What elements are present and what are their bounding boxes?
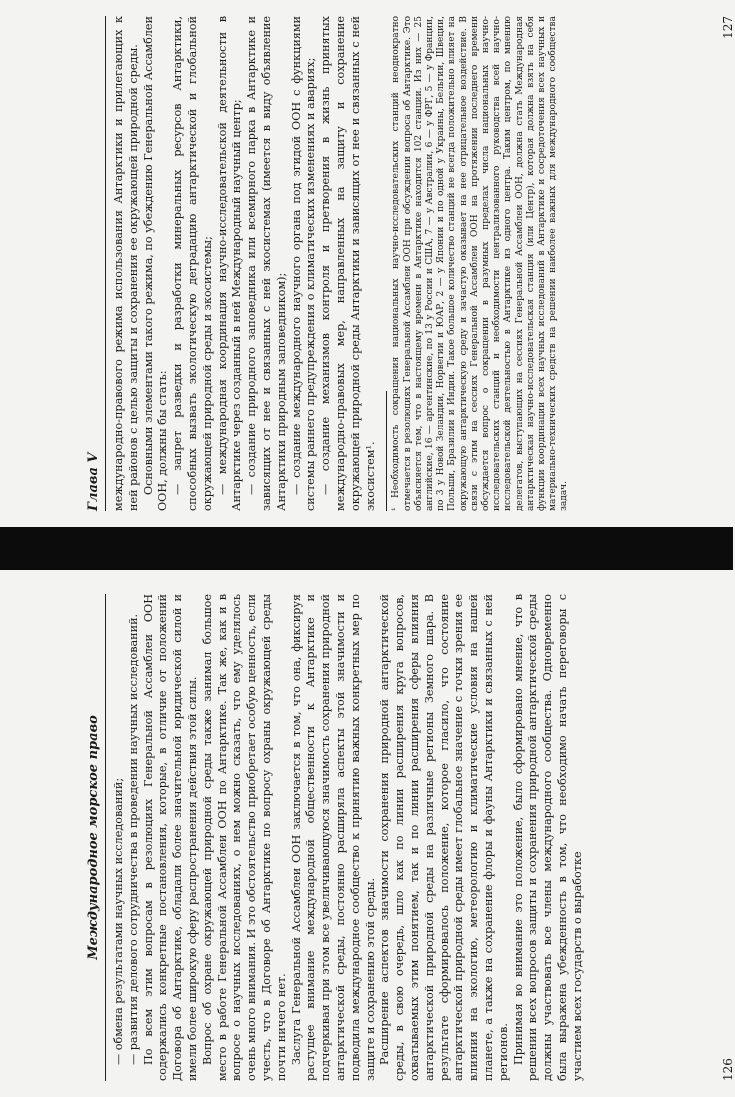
paragraph: Основными элементами такого режима, по убеждению Генеральной Ассамблеи ООН, должны бы стать:: [141, 16, 170, 511]
paragraph: Заслуга Генеральной Ассамблеи ООН заключается в том, что она, фиксируя растущее внимание международной общественности к Антарктике и подчеркивая при этом все увеличивающуюся значимость сохранения природной антарктической среды, постоянно расширяла аспекты этой значимости и подводила международное сообщество к принятию важных конкретных мер по защите и сохранению этой среды.: [289, 594, 377, 1081]
paragraph: Расширение аспектов значимости сохранения природной антарктической среды, в свою очередь, шло как по линии расширения круга вопросов, охватываемых этим понятием, так и по линии расширения сферы влияния антарктической природной среды на различные регионы Земного шара. В результате сформировалось положение, которое гласило, что состояние антарктической природной среды имеет глобальное значение с точки зрения ее влияния на экологию, метеорологию и климатические условия на нашей планете, а также на сохранение флоры и фауны Антарктики и связанных с ней регионов.: [378, 594, 510, 1081]
page-126: [70, 578, 733, 1097]
running-header: Международное морское право: [80, 594, 106, 1081]
paragraph: — создание механизмов контроля и претворения в жизнь принятых международно-правовых мер, направленных на защиту и сохранение окружающей природной среды Антарктики и зависящих от нее и связанных с ней экосистем¹.: [319, 16, 377, 511]
paragraph: Вопрос об охране окружающей природной среды также занимал большое место в работе Генеральной Ассамблеи ООН по Антарктике. Так же, как и в вопросе о научных исследованиях, о нем можно сказать, что ему уделялось очень много внимания. И это обстоятельство приобретает особую ценность, если учесть, что в Договоре об Антарктике по вопросу охраны окружающей среды почти ничего нет.: [200, 594, 288, 1081]
paragraph: — международная координация научно-исследовательской деятельности в Антарктике через созданный в ней Международный научный центр;: [215, 16, 244, 511]
page-number: 126: [721, 1058, 735, 1081]
paragraph: По всем этим вопросам в резолюциях Генеральной Ассамблеи ООН содержались конкретные постановления, которые, в отличие от положений Договора об Антарктике, обладали более значительной юридической силой и имели более широкую сферу распространения действия этой силы.: [141, 594, 199, 1081]
page-127: [70, 0, 733, 527]
paragraph: Принимая во внимание это положение, было сформировано мнение, что в решении всех вопросов защиты и сохранения природной антарктической среды должны участвовать все члены международного сообщества. Одновременно была выражена убежденность в том, что необходимо начать переговоры с участием всех государств о выработке: [511, 594, 584, 1081]
paragraph: — обмена результатами научных исследований;: [112, 777, 125, 1065]
paragraph: международно-правового режима использования Антарктики и прилегающих к ней районов с целью защиты и сохранения ее окружающей природной среды.: [112, 16, 140, 511]
paragraph: — развития делового сотрудничества в проведении научных исследований.: [126, 613, 140, 1065]
chapter-header: Глава V: [80, 16, 106, 511]
footnote-divider: [386, 391, 387, 511]
paragraph: — запрет разведки и разработки минеральных ресурсов Антарктики, способных вызвать экологическую деградацию антарктической и глобальной окружающей природной среды и экосистемы;: [171, 16, 214, 511]
book-spine-shadow: [0, 527, 733, 570]
page-number: 127: [721, 16, 735, 39]
paragraph: — создание природного заповедника или всемирного парка в Антарктике и зависящих от нее и связанных с ней экосистемах (имеется в виду объявление Антарктики природным заповедником);: [245, 16, 288, 511]
paragraph: — создание международного научного органа под эгидой ООН с функциями системы раннего предупреждения о климатических изменениях и авариях;: [289, 16, 318, 511]
footnote: ¹ Необходимость сокращения национальных научно-исследовательских станций неоднократно отмечается в резолюциях Генеральной Ассамблеи ООН при обсуждении вопроса об Антарктике. Это объясняется тем, что в настоящему времени в Антарктике находится 102 станции. Из них — 25 английские, 16 — аргентинские, по 13 у России и США, 7 — у Австралии, 6 — у ФРГ, 5 — у Франции, по 3 у Новой Зеландии, Норвегии и ЮАР, 2 — у Японии и по одной у Украины, Бельгии, Швеции, Польши, Бразилии и Индии. Такое большое количество станций не всегда положительно влияет на окружающую антарктическую среду и зачастую оказывает на нее отрицательное воздействие. В связи с этим на сессиях Генеральной Ассамблеи ООН на протяжении последнего времени обсуждается вопрос о сокращении в разумных пределах числа национальных научно-исследовательских станций и необходимости централизованного руководства всей научно-исследовательской деятельностью в Антарктике из одного центра. Таким центром, по мнению делегатов, выступающих на сессиях Генеральной Ассамблеи ООН, должна стать Международная антарктическая научно-исследовательская станция (или Центр), которая должна взять на себя функции координации всех научных исследований в Антарктике и сосредоточения всех научных и материально-технических средств на решении наиболее важных для международного сообщества задач.: [391, 16, 570, 511]
